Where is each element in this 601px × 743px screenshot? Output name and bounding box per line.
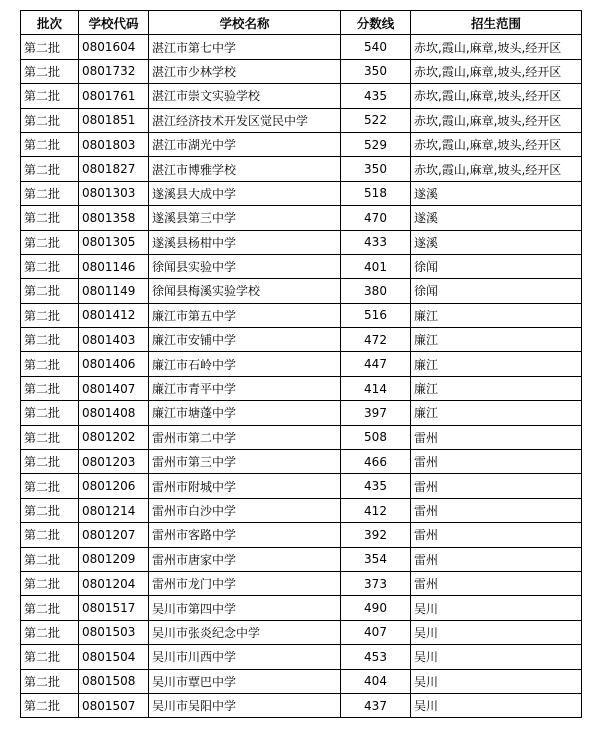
score-line-cell: 470 [341, 206, 411, 230]
batch-cell: 第二批 [21, 230, 79, 254]
score-line-cell: 412 [341, 498, 411, 522]
table-row [21, 303, 582, 327]
batch-cell: 第二批 [21, 376, 79, 400]
score-line-cell: 529 [341, 132, 411, 156]
table-row [21, 425, 582, 449]
enrollment-area-cell: 遂溪 [411, 230, 582, 254]
enrollment-area-cell: 雷州 [411, 450, 582, 474]
school-code-cell: 0801407 [79, 376, 149, 400]
table-row [21, 84, 582, 108]
table-row [21, 132, 582, 156]
score-line-cell: 354 [341, 547, 411, 571]
table-row [21, 230, 582, 254]
school-code-cell: 0801408 [79, 401, 149, 425]
score-line-cell: 350 [341, 59, 411, 83]
batch-cell: 第二批 [21, 498, 79, 522]
score-line-cell: 466 [341, 450, 411, 474]
enrollment-area-cell: 雷州 [411, 523, 582, 547]
school-code-cell: 0801207 [79, 523, 149, 547]
table-row [21, 376, 582, 400]
school-name-cell: 湛江市少林学校 [149, 59, 341, 83]
score-line-cell: 350 [341, 157, 411, 181]
batch-cell: 第二批 [21, 132, 79, 156]
batch-cell: 第二批 [21, 254, 79, 278]
school-name-cell: 遂溪县大成中学 [149, 181, 341, 205]
score-line-cell: 397 [341, 401, 411, 425]
enrollment-area-cell: 赤坎,霞山,麻章,坡头,经开区 [411, 35, 582, 59]
batch-cell: 第二批 [21, 328, 79, 352]
enrollment-area-cell: 雷州 [411, 474, 582, 498]
school-code-cell: 0801732 [79, 59, 149, 83]
enrollment-area-cell: 徐闻 [411, 279, 582, 303]
table-row [21, 669, 582, 693]
table-row [21, 157, 582, 181]
enrollment-area-cell: 吴川 [411, 596, 582, 620]
table-row [21, 450, 582, 474]
school-code-cell: 0801403 [79, 328, 149, 352]
enrollment-area-cell: 廉江 [411, 401, 582, 425]
batch-cell: 第二批 [21, 352, 79, 376]
table-row [21, 181, 582, 205]
table-row [21, 474, 582, 498]
school-code-cell: 0801504 [79, 645, 149, 669]
table-row [21, 254, 582, 278]
batch-cell: 第二批 [21, 450, 79, 474]
table-row [21, 523, 582, 547]
table-row [21, 596, 582, 620]
school-name-cell: 湛江市博雅学校 [149, 157, 341, 181]
score-line-cell: 407 [341, 620, 411, 644]
header-batch: 批次 [21, 11, 79, 35]
enrollment-area-cell: 廉江 [411, 352, 582, 376]
batch-cell: 第二批 [21, 59, 79, 83]
school-name-cell: 吴川市川西中学 [149, 645, 341, 669]
batch-cell: 第二批 [21, 547, 79, 571]
school-code-cell: 0801508 [79, 669, 149, 693]
school-name-cell: 吴川市张炎纪念中学 [149, 620, 341, 644]
school-name-cell: 遂溪县杨柑中学 [149, 230, 341, 254]
enrollment-area-cell: 赤坎,霞山,麻章,坡头,经开区 [411, 132, 582, 156]
school-name-cell: 廉江市第五中学 [149, 303, 341, 327]
enrollment-area-cell: 遂溪 [411, 181, 582, 205]
school-code-cell: 0801303 [79, 181, 149, 205]
school-name-cell: 雷州市客路中学 [149, 523, 341, 547]
enrollment-area-cell: 吴川 [411, 620, 582, 644]
school-name-cell: 雷州市第三中学 [149, 450, 341, 474]
school-code-cell: 0801851 [79, 108, 149, 132]
admission-score-table [20, 10, 582, 718]
batch-cell: 第二批 [21, 35, 79, 59]
school-code-cell: 0801209 [79, 547, 149, 571]
batch-cell: 第二批 [21, 206, 79, 230]
score-line-cell: 433 [341, 230, 411, 254]
score-line-cell: 508 [341, 425, 411, 449]
table-row [21, 620, 582, 644]
enrollment-area-cell: 赤坎,霞山,麻章,坡头,经开区 [411, 157, 582, 181]
school-name-cell: 吴川市吴阳中学 [149, 693, 341, 717]
school-name-cell: 廉江市石岭中学 [149, 352, 341, 376]
batch-cell: 第二批 [21, 181, 79, 205]
score-line-cell: 401 [341, 254, 411, 278]
school-code-cell: 0801507 [79, 693, 149, 717]
school-code-cell: 0801761 [79, 84, 149, 108]
score-line-cell: 435 [341, 84, 411, 108]
table-row [21, 571, 582, 595]
school-code-cell: 0801503 [79, 620, 149, 644]
school-code-cell: 0801358 [79, 206, 149, 230]
school-name-cell: 湛江市崇文实验学校 [149, 84, 341, 108]
school-code-cell: 0801406 [79, 352, 149, 376]
score-line-cell: 437 [341, 693, 411, 717]
batch-cell: 第二批 [21, 303, 79, 327]
header-enrollment-area: 招生范围 [411, 11, 582, 35]
batch-cell: 第二批 [21, 693, 79, 717]
score-line-cell: 392 [341, 523, 411, 547]
school-name-cell: 雷州市第二中学 [149, 425, 341, 449]
enrollment-area-cell: 雷州 [411, 425, 582, 449]
school-code-cell: 0801604 [79, 35, 149, 59]
school-name-cell: 雷州市附城中学 [149, 474, 341, 498]
school-name-cell: 吴川市覃巴中学 [149, 669, 341, 693]
batch-cell: 第二批 [21, 157, 79, 181]
batch-cell: 第二批 [21, 108, 79, 132]
school-name-cell: 廉江市安铺中学 [149, 328, 341, 352]
school-name-cell: 雷州市龙门中学 [149, 571, 341, 595]
score-line-cell: 380 [341, 279, 411, 303]
score-line-cell: 522 [341, 108, 411, 132]
school-code-cell: 0801206 [79, 474, 149, 498]
enrollment-area-cell: 赤坎,霞山,麻章,坡头,经开区 [411, 84, 582, 108]
batch-cell: 第二批 [21, 84, 79, 108]
header-school-name: 学校名称 [149, 11, 341, 35]
batch-cell: 第二批 [21, 401, 79, 425]
enrollment-area-cell: 雷州 [411, 547, 582, 571]
enrollment-area-cell: 遂溪 [411, 206, 582, 230]
score-line-cell: 435 [341, 474, 411, 498]
score-line-cell: 472 [341, 328, 411, 352]
batch-cell: 第二批 [21, 523, 79, 547]
enrollment-area-cell: 赤坎,霞山,麻章,坡头,经开区 [411, 108, 582, 132]
school-name-cell: 湛江经济技术开发区觉民中学 [149, 108, 341, 132]
table-row [21, 35, 582, 59]
score-line-cell: 490 [341, 596, 411, 620]
table-row [21, 547, 582, 571]
school-code-cell: 0801202 [79, 425, 149, 449]
school-name-cell: 湛江市第七中学 [149, 35, 341, 59]
table-row [21, 352, 582, 376]
school-code-cell: 0801305 [79, 230, 149, 254]
school-code-cell: 0801204 [79, 571, 149, 595]
school-name-cell: 廉江市塘蓬中学 [149, 401, 341, 425]
school-name-cell: 雷州市白沙中学 [149, 498, 341, 522]
enrollment-area-cell: 雷州 [411, 571, 582, 595]
table-row [21, 693, 582, 717]
school-name-cell: 遂溪县第三中学 [149, 206, 341, 230]
score-line-cell: 447 [341, 352, 411, 376]
school-code-cell: 0801149 [79, 279, 149, 303]
score-line-cell: 453 [341, 645, 411, 669]
enrollment-area-cell: 廉江 [411, 303, 582, 327]
school-name-cell: 吴川市第四中学 [149, 596, 341, 620]
batch-cell: 第二批 [21, 596, 79, 620]
enrollment-area-cell: 赤坎,霞山,麻章,坡头,经开区 [411, 59, 582, 83]
school-code-cell: 0801203 [79, 450, 149, 474]
enrollment-area-cell: 吴川 [411, 645, 582, 669]
enrollment-area-cell: 雷州 [411, 498, 582, 522]
school-code-cell: 0801412 [79, 303, 149, 327]
batch-cell: 第二批 [21, 425, 79, 449]
enrollment-area-cell: 廉江 [411, 376, 582, 400]
enrollment-area-cell: 吴川 [411, 693, 582, 717]
table-row [21, 328, 582, 352]
school-code-cell: 0801146 [79, 254, 149, 278]
school-name-cell: 徐闻县梅溪实验学校 [149, 279, 341, 303]
table-row [21, 59, 582, 83]
enrollment-area-cell: 廉江 [411, 328, 582, 352]
score-line-cell: 373 [341, 571, 411, 595]
batch-cell: 第二批 [21, 474, 79, 498]
table-row [21, 279, 582, 303]
batch-cell: 第二批 [21, 571, 79, 595]
school-code-cell: 0801803 [79, 132, 149, 156]
score-line-cell: 516 [341, 303, 411, 327]
table-row [21, 498, 582, 522]
batch-cell: 第二批 [21, 620, 79, 644]
header-score-line: 分数线 [341, 11, 411, 35]
school-code-cell: 0801214 [79, 498, 149, 522]
school-code-cell: 0801827 [79, 157, 149, 181]
school-code-cell: 0801517 [79, 596, 149, 620]
school-name-cell: 湛江市湖光中学 [149, 132, 341, 156]
table-row [21, 401, 582, 425]
batch-cell: 第二批 [21, 645, 79, 669]
enrollment-area-cell: 吴川 [411, 669, 582, 693]
school-name-cell: 雷州市唐家中学 [149, 547, 341, 571]
enrollment-area-cell: 徐闻 [411, 254, 582, 278]
batch-cell: 第二批 [21, 279, 79, 303]
table-row [21, 206, 582, 230]
score-line-cell: 540 [341, 35, 411, 59]
score-line-cell: 404 [341, 669, 411, 693]
school-name-cell: 廉江市青平中学 [149, 376, 341, 400]
table-row [21, 645, 582, 669]
header-row [21, 11, 582, 35]
batch-cell: 第二批 [21, 669, 79, 693]
header-school-code: 学校代码 [79, 11, 149, 35]
school-name-cell: 徐闻县实验中学 [149, 254, 341, 278]
table-row [21, 108, 582, 132]
score-line-cell: 518 [341, 181, 411, 205]
score-line-cell: 414 [341, 376, 411, 400]
